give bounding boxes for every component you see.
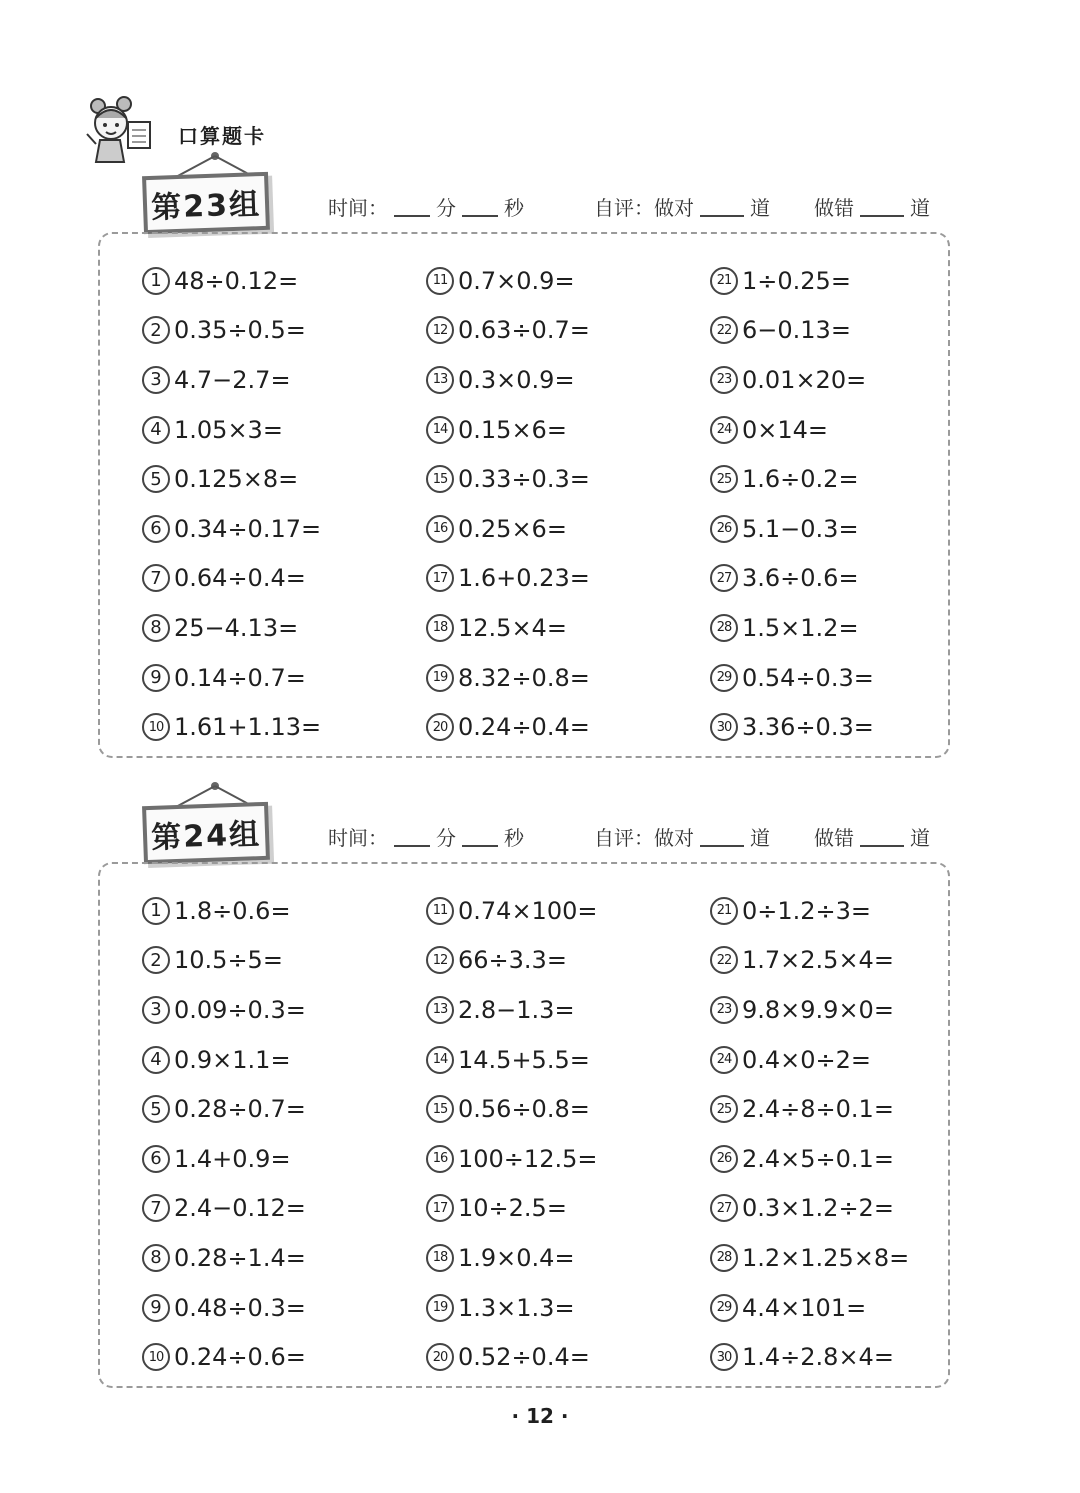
problem-expression: 0.3×0.9= [458,365,575,394]
problem-column [142,256,402,752]
problem-item [426,504,686,554]
problem-expression: 5.1−0.3= [742,514,859,543]
problem-number-badge: 18 [426,614,454,642]
problem-item [426,702,686,752]
problem-item [142,355,402,405]
problem-number-badge: 28 [710,614,738,642]
problem-column [426,886,686,1382]
problem-expression: 14.5+5.5= [458,1045,590,1074]
problem-number-badge: 9 [142,1294,170,1322]
problem-number-badge: 22 [710,316,738,344]
second-blank[interactable] [462,197,498,217]
problem-number-badge: 18 [426,1244,454,1272]
problem-expression: 1.8÷0.6= [174,896,291,925]
problem-item [426,1283,686,1333]
problem-number-badge: 20 [426,713,454,741]
correct-count-blank[interactable] [700,197,744,217]
problem-number-badge: 24 [710,1046,738,1074]
problem-number-badge: 1 [142,267,170,295]
problem-number-badge: 25 [710,465,738,493]
problem-item [426,603,686,653]
problem-number-badge: 8 [142,1244,170,1272]
problem-item [142,702,402,752]
problem-expression: 0.52÷0.4= [458,1343,590,1372]
problem-expression: 8.32÷0.8= [458,663,590,692]
problem-expression: 2.4×5÷0.1= [742,1144,894,1173]
problem-item [142,554,402,604]
problem-number-badge: 30 [710,1343,738,1371]
problem-number-badge: 16 [426,1145,454,1173]
problem-item [142,936,402,986]
problem-expression: 4.7−2.7= [174,365,291,394]
problem-number-badge: 13 [426,366,454,394]
time-and-score-line [328,822,930,851]
correct-unit-label: 道 [750,826,770,850]
girl-mascot-icon [84,96,156,168]
problem-expression: 10÷2.5= [458,1194,567,1223]
problem-expression: 6−0.13= [742,316,851,345]
group-title: 第24组 [150,817,262,856]
problem-expression: 0.35÷0.5= [174,316,306,345]
problem-number-badge: 10 [142,713,170,741]
problem-item [710,702,970,752]
problem-item [426,256,686,306]
problem-expression: 0.24÷0.4= [458,713,590,742]
group-title: 第23组 [150,187,262,226]
problem-number-badge: 13 [426,996,454,1024]
problem-number-badge: 21 [710,897,738,925]
problem-expression: 0.9×1.1= [174,1045,291,1074]
problem-item [142,405,402,455]
problem-number-badge: 10 [142,1343,170,1371]
problem-number-badge: 27 [710,1194,738,1222]
problem-item [142,1184,402,1234]
problem-expression: 0.48÷0.3= [174,1293,306,1322]
group-title-board [142,802,270,864]
problem-item [710,886,970,936]
problem-number-badge: 4 [142,416,170,444]
problem-expression: 0.3×1.2÷2= [742,1194,894,1223]
problem-expression: 1.6+0.23= [458,564,590,593]
problem-expression: 25−4.13= [174,613,299,642]
problem-number-badge: 12 [426,946,454,974]
correct-unit-label: 道 [750,196,770,220]
problem-item [426,554,686,604]
problem-number-badge: 8 [142,614,170,642]
problem-expression: 2.4−0.12= [174,1194,306,1223]
problem-number-badge: 26 [710,515,738,543]
problem-expression: 0.25×6= [458,514,567,543]
problem-item [710,603,970,653]
problem-expression: 1.61+1.13= [174,713,322,742]
problem-item [142,306,402,356]
problem-number-badge: 2 [142,316,170,344]
problem-item [710,653,970,703]
second-blank[interactable] [462,827,498,847]
time-and-score-line [328,192,930,221]
problem-number-badge: 14 [426,1046,454,1074]
problem-number-badge: 15 [426,465,454,493]
problem-expression: 2.8−1.3= [458,995,575,1024]
problem-number-badge: 3 [142,996,170,1024]
problem-item [710,256,970,306]
problem-number-badge: 14 [426,416,454,444]
problem-expression: 1.7×2.5×4= [742,946,894,975]
second-label: 秒 [504,196,524,220]
page-number: · 12 · [511,1404,569,1428]
time-label: 时间： [328,826,388,850]
wrong-unit-label: 道 [910,196,930,220]
problem-number-badge: 12 [426,316,454,344]
problem-item [710,1233,970,1283]
problem-number-badge: 22 [710,946,738,974]
problem-item [426,886,686,936]
problem-expression: 0.28÷0.7= [174,1095,306,1124]
problem-column [142,886,402,1382]
problem-expression: 0.7×0.9= [458,266,575,295]
problem-item [426,985,686,1035]
minute-blank[interactable] [394,827,430,847]
problem-expression: 0.63÷0.7= [458,316,590,345]
problem-column [426,256,686,752]
problem-expression: 1.6÷0.2= [742,465,859,494]
problem-expression: 100÷12.5= [458,1144,598,1173]
problem-number-badge: 21 [710,267,738,295]
group-title-board [142,172,270,234]
problem-item [142,454,402,504]
problem-item [426,306,686,356]
problem-expression: 1.9×0.4= [458,1243,575,1272]
problem-expression: 2.4÷8÷0.1= [742,1095,894,1124]
problem-number-badge: 19 [426,664,454,692]
problem-item [426,1332,686,1382]
problem-item [710,306,970,356]
problem-item [142,1332,402,1382]
problem-item [710,1084,970,1134]
problem-expression: 3.6÷0.6= [742,564,859,593]
problem-expression: 0.56÷0.8= [458,1095,590,1124]
problem-number-badge: 23 [710,366,738,394]
problem-expression: 0.14÷0.7= [174,663,306,692]
problem-item [710,405,970,455]
problem-expression: 12.5×4= [458,613,567,642]
second-label: 秒 [504,826,524,850]
problem-expression: 0.54÷0.3= [742,663,874,692]
problem-item [426,1134,686,1184]
problem-expression: 0.15×6= [458,415,567,444]
problem-expression: 48÷0.12= [174,266,299,295]
problem-number-badge: 11 [426,897,454,925]
problem-expression: 1.4+0.9= [174,1144,291,1173]
problem-item [710,1184,970,1234]
problem-expression: 1.3×1.3= [458,1293,575,1322]
problem-expression: 0÷1.2÷3= [742,896,872,925]
problem-item [710,1134,970,1184]
problem-expression: 0.09÷0.3= [174,995,306,1024]
minute-label: 分 [436,826,456,850]
problem-item [426,653,686,703]
problem-number-badge: 3 [142,366,170,394]
time-label: 时间： [328,196,388,220]
wrong-count-blank[interactable] [860,197,904,217]
problem-expression: 0.125×8= [174,465,299,494]
problem-item [426,1233,686,1283]
problem-expression: 0×14= [742,415,829,444]
problem-number-badge: 29 [710,664,738,692]
problem-expression: 66÷3.3= [458,946,567,975]
correct-count-blank[interactable] [700,827,744,847]
problem-number-badge: 5 [142,1095,170,1123]
problem-number-badge: 15 [426,1095,454,1123]
wrong-label: 做错 [814,826,854,850]
problem-expression: 9.8×9.9×0= [742,995,894,1024]
problem-number-badge: 28 [710,1244,738,1272]
problem-number-badge: 27 [710,564,738,592]
problem-expression: 1.4÷2.8×4= [742,1343,894,1372]
problem-expression: 4.4×101= [742,1293,867,1322]
problem-item [142,256,402,306]
problem-number-badge: 2 [142,946,170,974]
problem-item [142,504,402,554]
problem-expression: 1.2×1.25×8= [742,1243,910,1272]
problem-item [142,1035,402,1085]
problem-expression: 1.05×3= [174,415,283,444]
problem-number-badge: 19 [426,1294,454,1322]
problem-panel [98,232,950,758]
problem-number-badge: 6 [142,1145,170,1173]
problem-expression: 0.34÷0.17= [174,514,322,543]
problem-item [426,936,686,986]
problem-number-badge: 7 [142,564,170,592]
problem-item [710,355,970,405]
problem-number-badge: 4 [142,1046,170,1074]
problem-item [142,886,402,936]
problem-number-badge: 17 [426,564,454,592]
self-eval-label: 自评：做对 [594,196,694,220]
wrong-unit-label: 道 [910,826,930,850]
problem-item [426,1084,686,1134]
problem-item [710,454,970,504]
problem-item [142,603,402,653]
problem-number-badge: 29 [710,1294,738,1322]
wrong-label: 做错 [814,196,854,220]
problem-item [426,405,686,455]
problem-item [142,1084,402,1134]
problem-item [710,554,970,604]
problem-expression: 0.24÷0.6= [174,1343,306,1372]
problem-number-badge: 9 [142,664,170,692]
problem-item [426,454,686,504]
problem-expression: 0.28÷1.4= [174,1243,306,1272]
problem-number-badge: 30 [710,713,738,741]
problem-expression: 1.5×1.2= [742,613,859,642]
problem-number-badge: 1 [142,897,170,925]
problem-number-badge: 20 [426,1343,454,1371]
problem-expression: 0.74×100= [458,896,598,925]
problem-item [142,1233,402,1283]
problem-number-badge: 7 [142,1194,170,1222]
problem-item [710,1332,970,1382]
minute-label: 分 [436,196,456,220]
problem-item [142,985,402,1035]
problem-number-badge: 26 [710,1145,738,1173]
problem-expression: 10.5÷5= [174,946,283,975]
problem-item [710,504,970,554]
problem-item [142,1134,402,1184]
problem-expression: 0.33÷0.3= [458,465,590,494]
problem-expression: 0.64÷0.4= [174,564,306,593]
minute-blank[interactable] [394,197,430,217]
wrong-count-blank[interactable] [860,827,904,847]
problem-column [710,256,970,752]
problem-expression: 1÷0.25= [742,266,851,295]
card-title: 口算题卡 [178,124,266,148]
problem-column [710,886,970,1382]
problem-item [426,1184,686,1234]
problem-item [426,355,686,405]
problem-number-badge: 25 [710,1095,738,1123]
problem-expression: 0.01×20= [742,365,867,394]
problem-item [710,936,970,986]
problem-number-badge: 24 [710,416,738,444]
problem-number-badge: 6 [142,515,170,543]
problem-expression: 0.4×0÷2= [742,1045,872,1074]
problem-panel [98,862,950,1388]
problem-number-badge: 17 [426,1194,454,1222]
problem-item [710,985,970,1035]
problem-number-badge: 23 [710,996,738,1024]
problem-item [710,1035,970,1085]
problem-item [426,1035,686,1085]
problem-number-badge: 5 [142,465,170,493]
problem-item [710,1283,970,1333]
self-eval-label: 自评：做对 [594,826,694,850]
problem-expression: 3.36÷0.3= [742,713,874,742]
problem-item [142,1283,402,1333]
problem-number-badge: 11 [426,267,454,295]
problem-item [142,653,402,703]
problem-number-badge: 16 [426,515,454,543]
